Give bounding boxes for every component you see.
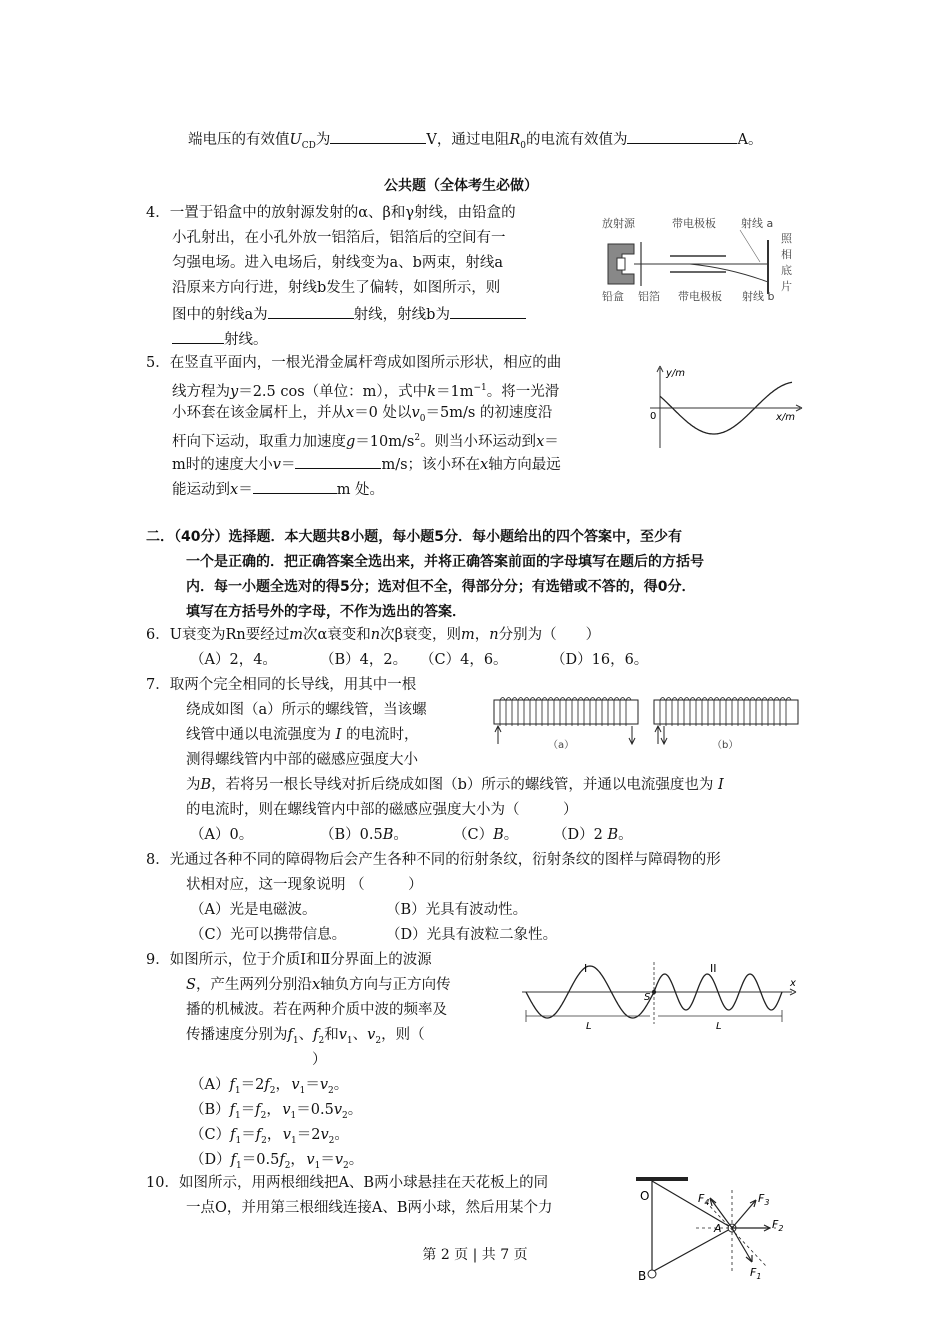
q3-blank-voltage[interactable]	[330, 128, 426, 144]
q7-solenoid-figure	[492, 692, 802, 754]
q7-option-d[interactable]: （D）2 B。	[553, 827, 633, 843]
q4-line-5: 图中的射线a为 射线，射线b为	[172, 303, 526, 325]
q8-option-d[interactable]: （D）光具有波粒二象性。	[386, 927, 558, 943]
fig-ylabel: y/m	[666, 368, 686, 379]
q4-line-6: 射线。	[172, 328, 268, 350]
section2-line-2: 一个是正确的．把正确答案全选出来，并将正确答案前面的字母填写在题后的方括号	[186, 554, 704, 570]
q10-force-figure	[626, 1176, 806, 1284]
solenoid-b	[654, 698, 798, 745]
q5-line-1: 5．在竖直平面内，一根光滑金属杆弯成如图所示形状，相应的曲	[146, 355, 562, 371]
string-OA	[652, 1181, 732, 1228]
solenoid-a	[494, 698, 638, 745]
q7-line-5: 为B，若将另一根长导线对折后绕成如图（b）所示的螺线管，并通以电流强度也为 I	[186, 777, 724, 793]
q4-radiation-figure	[600, 212, 800, 307]
q9-line-1: 9．如图所示，位于介质Ⅰ和Ⅱ分界面上的波源	[146, 952, 432, 968]
q9-line-4: 传播速度分别为$f_1$、$f_2$和$v_1$、$v_2$，则（	[186, 1027, 425, 1046]
q7-line-4: 测得螺线管内中部的磁感应强度大小	[186, 752, 418, 768]
fig-B: B	[638, 1269, 647, 1283]
fig-L1: L	[586, 1021, 592, 1032]
q9-line-5: ）	[312, 1052, 327, 1068]
fig-lead-label: 铅盒	[602, 290, 624, 303]
q9-option-c[interactable]: $(C)f_1=f_2$， $v_1=2v_2$。	[190, 1127, 349, 1146]
q9-wave-figure	[520, 958, 802, 1032]
wave-source-dot	[652, 990, 656, 994]
q9-option-a[interactable]: $(A)f_1=2f_2$， $v_1=v_2$。	[190, 1077, 349, 1096]
fig-film-2: 相	[781, 248, 792, 261]
fig-medium-2: II	[710, 962, 717, 975]
q5-line-5: m时的速度大小v＝ m/s；该小环在x轴方向最远	[172, 453, 561, 475]
q4-line-4: 沿原来方向行进，射线b发生了偏转，如图所示，则	[172, 280, 501, 296]
fig-F4: $F_4$	[698, 1192, 710, 1207]
q5-blank-speed[interactable]	[295, 453, 381, 469]
q4-blank-b-part[interactable]	[450, 303, 526, 319]
q5-line-3: 小环套在该金属杆上，并从x＝0 处以$v_0=5m/s$ 的初速度沿	[172, 405, 553, 424]
q8-option-c[interactable]: （C）光可以携带信息。	[190, 927, 347, 943]
fig-b-label: （b）	[712, 740, 739, 751]
ball-B	[648, 1270, 656, 1278]
q7-option-a[interactable]: （A）0。	[190, 827, 254, 843]
fig-plate-bottom-label: 带电极板	[678, 290, 722, 303]
section2-line-3: 内．每一小题全选对的得5分；选对但不全，得部分分；有选错或不答的，得0分．	[186, 579, 696, 595]
q6-stem: 6．U衰变为Rn要经过m次α衰变和n次β衰变，则m，n分别为（ ）	[146, 627, 601, 643]
section2-line-4: 填写在方括号外的字母，不作为选出的答案．	[186, 604, 466, 620]
page-footer: 第 2 页 | 共 7 页	[422, 1247, 528, 1263]
q4-line-3: 匀强电场。进入电场后，射线变为a、b两束，射线a	[172, 255, 504, 271]
fig-ray-b-label: 射线 b	[742, 290, 775, 303]
fig-F3: $F_3$	[758, 1192, 770, 1207]
fig-film-1: 照	[781, 232, 792, 245]
q4-blank-b[interactable]	[172, 328, 224, 344]
q10-line-2: 一点O，并用第三根细线连接A、B两小球，然后用某个力	[186, 1200, 553, 1216]
q7-option-b[interactable]: （B）0.5B。	[320, 827, 408, 843]
fig-origin: 0	[650, 411, 657, 422]
q7-option-c[interactable]: （C）B。	[453, 827, 519, 843]
q7-line-2: 绕成如图（a）所示的螺线管，当该螺	[186, 702, 427, 718]
ray-b-line	[641, 264, 768, 282]
q3-tail-line: 端电压的有效值$U_{CD}$为 V，通过电阻$R_0$的电流有效值为 A。	[188, 128, 762, 156]
fig-film-3: 底	[781, 264, 792, 277]
q5-line-2: 线方程为y＝2.5 cos（单位：m），式中$k=1m^{-1}$。将一光滑	[172, 383, 560, 400]
q5-blank-distance[interactable]	[253, 478, 337, 494]
q8-line-1: 8．光通过各种不同的障碍物后会产生各种不同的衍射条纹，衍射条纹的图样与障碍物的形	[146, 852, 721, 868]
section2-line-1: 二．（40分）选择题．本大题共8小题，每小题5分．每小题给出的四个答案中，至少有	[146, 529, 682, 545]
q8-option-a[interactable]: （A）光是电磁波。	[190, 902, 317, 918]
q4-blank-a[interactable]	[268, 303, 354, 319]
q7-line-6: 的电流时，则在螺线管内中部的磁感应强度大小为（ ）	[186, 802, 578, 818]
q8-option-b[interactable]: （B）光具有波动性。	[386, 902, 528, 918]
fig-ray-a-label: 射线 a	[741, 217, 774, 230]
q6-option-d[interactable]: （D）16，6。	[551, 652, 649, 668]
q9-option-d[interactable]: $(D)f_1=0.5f_2$， $v_1=v_2$。	[190, 1152, 364, 1171]
q4-line-2: 小孔射出，在小孔外放一铝箔后，铝箔后的空间有一	[172, 230, 506, 246]
q3-blank-current[interactable]	[627, 128, 737, 144]
q7-line-3: 线管中通以电流强度为 I 的电流时，	[186, 727, 419, 743]
q9-line-2: S，产生两列分别沿x轴负方向与正方向传	[186, 977, 451, 993]
fig-O: O	[640, 1189, 650, 1203]
fig-L2: L	[716, 1021, 722, 1032]
q6-option-c[interactable]: （C）4，6。	[420, 652, 508, 668]
q4-line-1: 4．一置于铅盒中的放射源发射的α、β和γ射线，由铅盒的	[146, 205, 516, 221]
fig-source: S	[644, 992, 651, 1003]
fig-foil-label: 铝箔	[638, 290, 660, 303]
q9-line-3: 播的机械波。若在两种介质中波的频率及	[186, 1002, 447, 1018]
q5-line-6: 能运动到x＝ m 处。	[172, 478, 384, 500]
fig-a-label: （a）	[548, 740, 575, 751]
q5-line-4: 杆向下运动，取重力加速度$g=10m/s^2$。则当小环运动到x＝	[172, 433, 559, 450]
q10-line-1: 10．如图所示，用两根细线把A、B两小球悬挂在天花板上的同	[146, 1175, 549, 1191]
fig-source-label: 放射源	[602, 217, 635, 230]
q5-cosine-figure	[648, 362, 808, 452]
fig-medium-1: I	[584, 962, 588, 975]
q6-option-b[interactable]: （B）4，2。	[320, 652, 408, 668]
fig-x: x	[790, 978, 796, 989]
q6-option-a[interactable]: （A）2，4。	[190, 652, 277, 668]
fig-plate-top-label: 带电极板	[672, 217, 716, 230]
fig-A: A	[714, 1222, 722, 1235]
fig-xlabel: x/m	[776, 412, 796, 423]
source-shape	[617, 258, 625, 270]
q9-option-b[interactable]: $(B)f_1=f_2$， $v_1=0.5v_2$。	[190, 1102, 363, 1121]
fig-F1: $F_1$	[750, 1266, 762, 1281]
q7-line-1: 7．取两个完全相同的长导线，用其中一根	[146, 677, 417, 693]
fig-film-4: 片	[781, 280, 792, 293]
public-section-header: 公共题（全体考生必做）	[384, 178, 538, 194]
q8-line-2: 状相对应，这一现象说明 （ ）	[186, 877, 423, 893]
fig-F2: $F_2$	[772, 1218, 784, 1233]
